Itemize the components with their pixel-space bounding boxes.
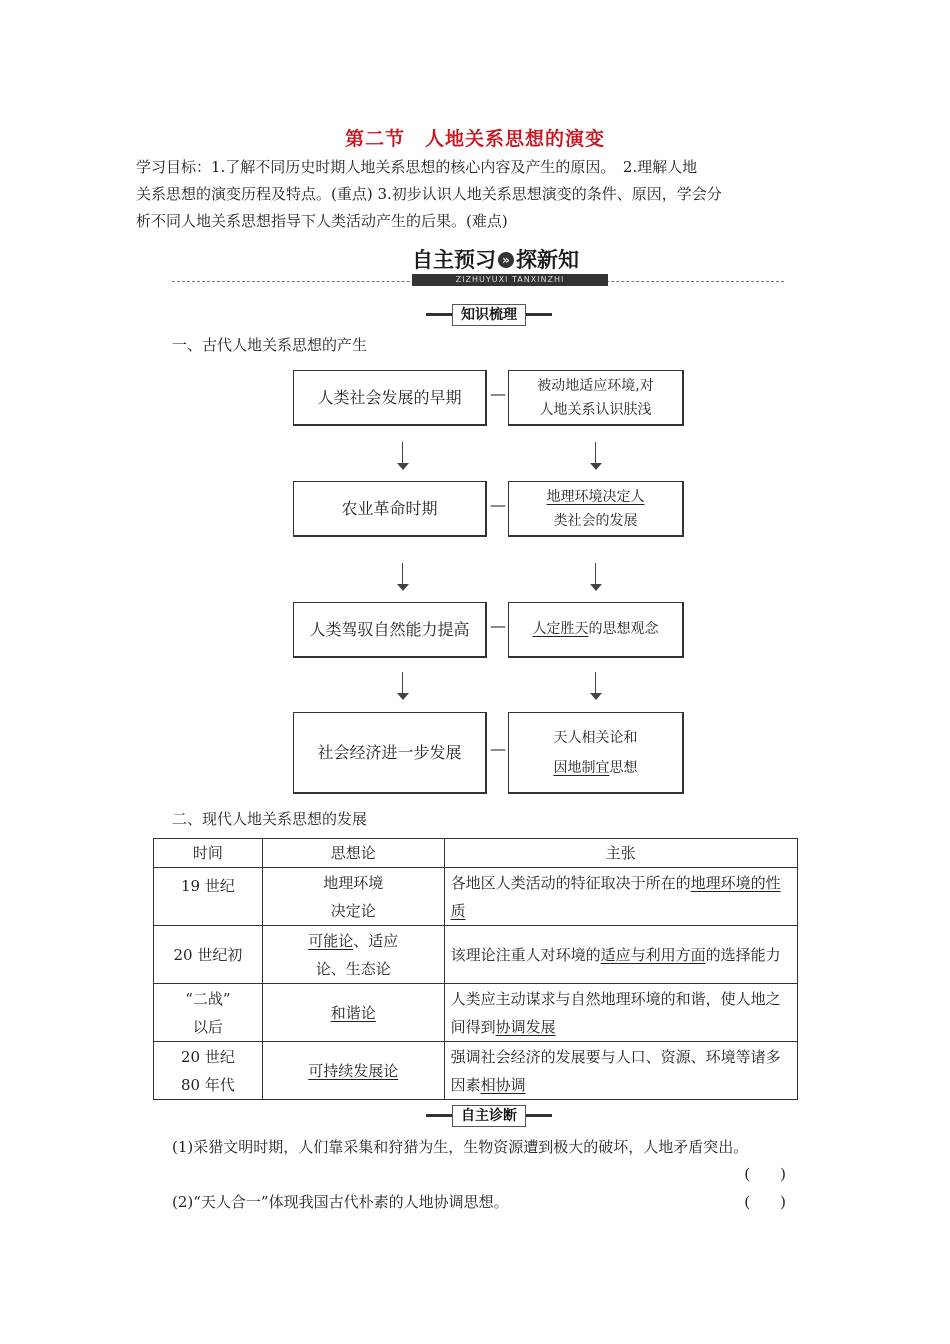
section-banner — [412, 244, 579, 272]
cell-theory — [262, 1042, 444, 1100]
flow-idea-key: 人定胜天 — [532, 621, 589, 637]
table-row — [154, 926, 798, 984]
diagnosis-item — [172, 1189, 812, 1216]
flow-connector: — — [490, 739, 506, 758]
diagnosis-text: (2)“天人合一”体现我国古代朴素的人地协调思想。 — [172, 1193, 509, 1211]
flow-idea-rest: 的思想观念 — [588, 621, 659, 637]
col-header-theory: 思想论 — [262, 839, 444, 868]
banner-pinyin: ZIZHUYUXI TANXINZHI — [412, 274, 608, 286]
time-text: “二战” — [185, 989, 231, 1008]
cell-time — [154, 868, 263, 926]
time-text: 20 世纪 — [180, 1047, 235, 1066]
down-arrow-icon — [590, 563, 602, 591]
theory-key: 可持续发展论 — [308, 1061, 399, 1080]
flow-idea-line: 类社会的发展 — [553, 512, 638, 529]
thought-table — [153, 838, 798, 1100]
theory-text: 、适应 论、生态论 — [315, 931, 399, 978]
table-header-row — [154, 839, 798, 868]
tag-knowledge — [426, 304, 552, 324]
flow-stage-text: 农业革命时期 — [341, 499, 438, 518]
banner-arrow-icon: » — [498, 252, 514, 268]
flow-connector: — — [490, 384, 506, 403]
flow-stage-text: 社会经济进一步发展 — [317, 743, 462, 762]
page-title: 第二节 人地关系思想的演变 — [344, 128, 605, 150]
claim-text: 强调社会经济的发展要与人口、资源、环境等诸多因素 — [450, 1047, 781, 1094]
flow-idea-line: 人地关系认识肤浅 — [539, 401, 652, 418]
cell-claim — [444, 984, 797, 1042]
time-text: 80 年代 — [180, 1075, 235, 1094]
flow-idea-box — [508, 602, 684, 658]
cell-theory — [262, 984, 444, 1042]
claim-text: 各地区人类活动的特征取决于所在的 — [450, 873, 691, 892]
part1-heading: 一、古代人地关系思想的产生 — [172, 336, 368, 354]
flow-stage-box — [293, 481, 487, 537]
goals-line: 关系思想的演变历程及特点。(重点) 3.初步认识人地关系思想演变的条件、原因，学会分 — [136, 185, 722, 203]
flow-connector: — — [490, 616, 506, 635]
cell-claim — [444, 1042, 797, 1100]
theory-key: 和谐论 — [330, 1003, 376, 1022]
learning-goals — [136, 154, 816, 235]
down-arrow-icon — [397, 442, 409, 470]
down-arrow-icon — [590, 442, 602, 470]
flow-stage-text: 人类社会发展的早期 — [317, 388, 462, 407]
flow-stage-box — [293, 712, 487, 794]
flow-idea-key: 因地制宜 — [553, 759, 610, 776]
flow-stage-box — [293, 370, 487, 426]
cell-time — [154, 1042, 263, 1100]
table-row — [154, 868, 798, 926]
claim-text: 人类应主动谋求与自然地理环境的和谐，使人地之间得到 — [450, 989, 781, 1036]
claim-key: 地理环境的性质 — [450, 873, 781, 920]
time-text: 20 世纪初 — [173, 945, 243, 964]
down-arrow-icon — [397, 563, 409, 591]
col-header-claim: 主张 — [444, 839, 797, 868]
tag-diagnosis — [426, 1105, 552, 1125]
flow-idea-box — [508, 712, 684, 794]
claim-text: 的选择能力 — [705, 945, 781, 964]
flow-stage-box — [293, 602, 487, 658]
flow-connector: — — [490, 495, 506, 514]
cell-theory — [262, 926, 444, 984]
claim-key: 协调发展 — [495, 1017, 556, 1036]
answer-blank[interactable]: ( ) — [744, 1165, 786, 1183]
part2-heading: 二、现代人地关系思想的发展 — [172, 810, 368, 828]
flow-stage-text: 人类驾驭自然能力提高 — [309, 620, 470, 639]
table-row — [154, 984, 798, 1042]
banner-left: 自主预习 — [412, 248, 496, 272]
cell-time — [154, 984, 263, 1042]
flow-idea-line: 被动地适应环境,对 — [537, 377, 654, 394]
flow-idea-line: 天人相关论和 — [553, 729, 638, 746]
cell-theory: 地理环境 决定论 — [262, 868, 444, 926]
tag-label: 知识梳理 — [452, 304, 526, 326]
theory-key: 可能论 — [308, 931, 354, 950]
diagnosis-item — [172, 1134, 812, 1188]
banner-right: 探新知 — [516, 248, 579, 272]
tag-label: 自主诊断 — [452, 1105, 526, 1127]
flow-idea-line: 地理环境决定人 — [546, 488, 645, 505]
goals-line: 析不同人地关系思想指导下人类活动产生的后果。(难点) — [136, 212, 508, 230]
col-header-time: 时间 — [154, 839, 263, 868]
diagnosis-text: (1)采猎文明时期，人们靠采集和狩猎为生，生物资源遭到极大的破坏，人地矛盾突出。 — [172, 1138, 749, 1156]
claim-text: 该理论注重人对环境的 — [450, 945, 601, 964]
claim-key: 适应与利用方面 — [600, 945, 706, 964]
claim-key: 相协调 — [480, 1075, 526, 1094]
flow-idea-box — [508, 370, 684, 426]
goals-line: 学习目标：1.了解不同历史时期人地关系思想的核心内容及产生的原因。 2.理解人地 — [136, 158, 698, 176]
flow-idea-box — [508, 481, 684, 537]
down-arrow-icon — [397, 672, 409, 700]
answer-blank[interactable]: ( ) — [744, 1193, 786, 1211]
time-text: 以后 — [192, 1017, 223, 1036]
cell-time — [154, 926, 263, 984]
time-text: 19 世纪 — [180, 877, 235, 895]
cell-claim — [444, 868, 797, 926]
flow-idea-rest: 思想 — [609, 759, 638, 776]
down-arrow-icon — [590, 672, 602, 700]
cell-claim — [444, 926, 797, 984]
table-row — [154, 1042, 798, 1100]
